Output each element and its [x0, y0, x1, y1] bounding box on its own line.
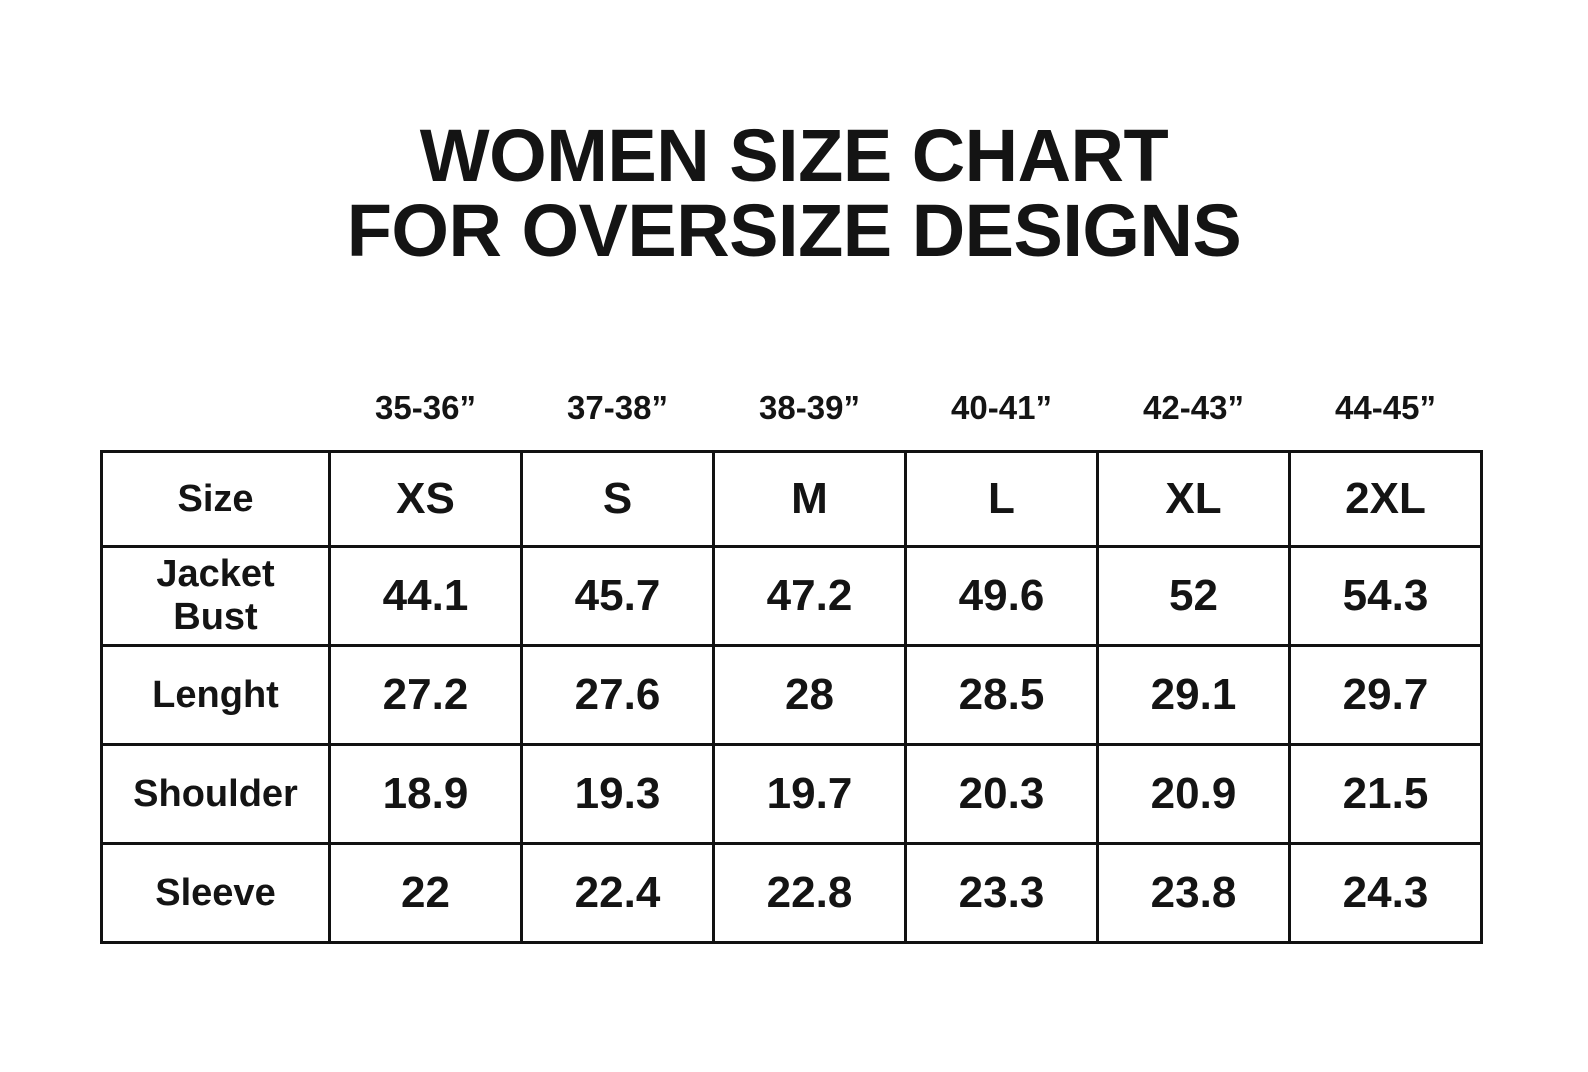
cell-sleeve-s: 22.4 [522, 844, 714, 943]
cell-jacket-bust-2xl: 54.3 [1290, 547, 1482, 646]
size-chart-container [100, 372, 1480, 944]
column-header-s: S [522, 452, 714, 547]
cell-shoulder-xl: 20.9 [1098, 745, 1290, 844]
cell-sleeve-2xl: 24.3 [1290, 844, 1482, 943]
row-label-lenght: Lenght [102, 646, 330, 745]
cell-lenght-l: 28.5 [906, 646, 1098, 745]
cell-sleeve-m: 22.8 [714, 844, 906, 943]
column-header-xs: XS [330, 452, 522, 547]
cell-shoulder-m: 19.7 [714, 745, 906, 844]
table-row [102, 646, 1482, 745]
cell-lenght-xs: 27.2 [330, 646, 522, 745]
cell-jacket-bust-s: 45.7 [522, 547, 714, 646]
table-row [102, 844, 1482, 943]
circumference-header-row [102, 372, 1482, 452]
row-label-sleeve: Sleeve [102, 844, 330, 943]
cell-sleeve-xl: 23.8 [1098, 844, 1290, 943]
page-title-line-2: FOR OVERSIZE DESIGNS [346, 189, 1242, 273]
cell-sleeve-l: 23.3 [906, 844, 1098, 943]
row-label-jacket-bust [102, 547, 330, 646]
cell-shoulder-s: 19.3 [522, 745, 714, 844]
cell-shoulder-2xl: 21.5 [1290, 745, 1482, 844]
cell-lenght-xl: 29.1 [1098, 646, 1290, 745]
row-label-shoulder: Shoulder [102, 745, 330, 844]
column-header-xl: XL [1098, 452, 1290, 547]
cell-jacket-bust-xl: 52 [1098, 547, 1290, 646]
circumference-2xl: 44-45” [1335, 389, 1436, 426]
cell-lenght-2xl: 29.7 [1290, 646, 1482, 745]
circumference-xs: 35-36” [375, 389, 476, 426]
cell-shoulder-xs: 18.9 [330, 745, 522, 844]
page-title-line-1: WOMEN SIZE CHART [419, 114, 1169, 197]
cell-lenght-s: 27.6 [522, 646, 714, 745]
row-label-jacket-bust-line1: Jacket [156, 553, 275, 596]
table-row [102, 745, 1482, 844]
column-header-size: Size [102, 452, 330, 547]
cell-shoulder-l: 20.3 [906, 745, 1098, 844]
circumference-l: 40-41” [951, 389, 1052, 426]
circumference-header-blank [102, 372, 330, 452]
cell-lenght-m: 28 [714, 646, 906, 745]
table-row [102, 547, 1482, 646]
cell-sleeve-xs: 22 [330, 844, 522, 943]
row-label-jacket-bust-line2: Bust [173, 596, 258, 638]
circumference-s: 37-38” [567, 389, 668, 426]
size-chart-table [100, 372, 1483, 944]
column-header-2xl: 2XL [1290, 452, 1482, 547]
column-header-l: L [906, 452, 1098, 547]
circumference-m: 38-39” [759, 389, 860, 426]
cell-jacket-bust-l: 49.6 [906, 547, 1098, 646]
circumference-xl: 42-43” [1143, 389, 1244, 426]
table-header-row [102, 452, 1482, 547]
cell-jacket-bust-m: 47.2 [714, 547, 906, 646]
cell-jacket-bust-xs: 44.1 [330, 547, 522, 646]
page-title [0, 0, 1588, 273]
column-header-m: M [714, 452, 906, 547]
